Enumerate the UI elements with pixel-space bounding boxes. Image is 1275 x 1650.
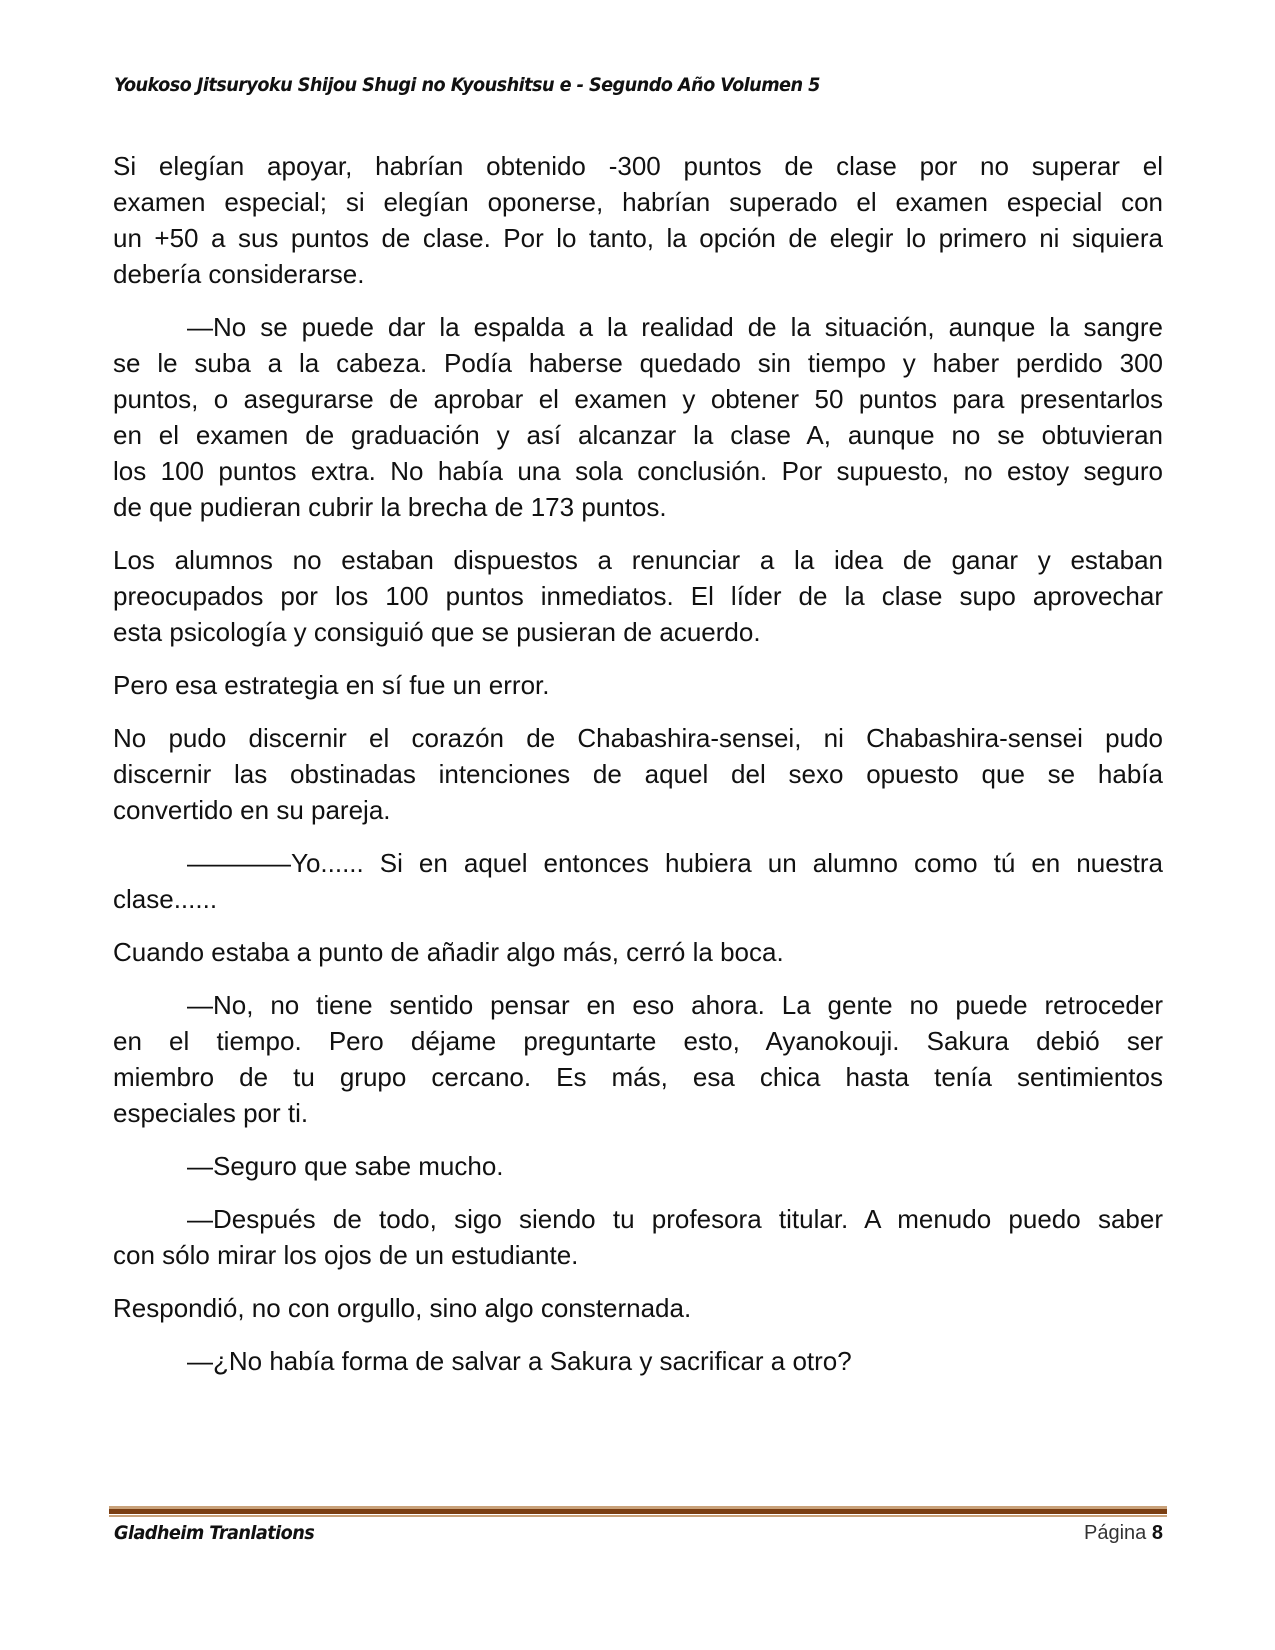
paragraph xyxy=(113,1148,1163,1184)
text-line: ————Yo...... Si en aquel entonces hubiera un alumno como tú en nuestra xyxy=(187,848,1163,878)
running-header: Youkoso Jitsuryoku Shijou Shugi no Kyoushitsu e - Segundo Año Volumen 5 xyxy=(114,74,820,96)
text-line: Cuando estaba a punto de añadir algo más, cerró la boca. xyxy=(113,937,784,967)
text-line: —¿No había forma de salvar a Sakura y sacrificar a otro? xyxy=(187,1346,852,1376)
text-line: especiales por ti. xyxy=(113,1098,309,1128)
text-line: esta psicología y consiguió que se pusieran de acuerdo. xyxy=(113,617,761,647)
paragraph xyxy=(113,934,1163,970)
text-line: se le suba a la cabeza. Podía haberse quedado sin tiempo y haber perdido 300 xyxy=(113,348,1163,378)
text-line: Los alumnos no estaban dispuestos a renunciar a la idea de ganar y estaban xyxy=(113,545,1163,575)
text-line: de que pudieran cubrir la brecha de 173 puntos. xyxy=(113,492,667,522)
text-line: Respondió, no con orgullo, sino algo consternada. xyxy=(113,1293,692,1323)
text-line: debería considerarse. xyxy=(113,259,365,289)
text-line: en el examen de graduación y así alcanzar la clase A, aunque no se obtuvieran xyxy=(113,420,1163,450)
text-line: clase...... xyxy=(113,884,218,914)
text-line: No pudo discernir el corazón de Chabashira-sensei, ni Chabashira-sensei pudo xyxy=(113,723,1163,753)
footer-credit: Gladheim Tranlations xyxy=(114,1522,315,1544)
page-label: Página xyxy=(1084,1522,1147,1544)
paragraph xyxy=(113,148,1163,292)
text-line: miembro de tu grupo cercano. Es más, esa chica hasta tenía sentimientos xyxy=(113,1062,1163,1092)
text-line: discernir las obstinadas intenciones de aquel del sexo opuesto que se había xyxy=(113,759,1163,789)
text-line: en el tiempo. Pero déjame preguntarte esto, Ayanokouji. Sakura debió ser xyxy=(113,1026,1163,1056)
text-line: Si elegían apoyar, habrían obtenido -300 puntos de clase por no superar el xyxy=(113,151,1163,181)
text-line: preocupados por los 100 puntos inmediatos. El líder de la clase supo aprovechar xyxy=(113,581,1163,611)
text-line: convertido en su pareja. xyxy=(113,795,391,825)
text-line: un +50 a sus puntos de clase. Por lo tanto, la opción de elegir lo primero ni siquiera xyxy=(113,223,1163,253)
paragraph xyxy=(113,542,1163,650)
paragraph xyxy=(113,1343,1163,1379)
text-line: con sólo mirar los ojos de un estudiante. xyxy=(113,1240,579,1270)
paragraph xyxy=(113,1290,1163,1326)
footer-rule xyxy=(109,1515,1167,1517)
page-number xyxy=(1084,1522,1163,1545)
text-line: —Después de todo, sigo siendo tu profesora titular. A menudo puedo saber xyxy=(187,1204,1163,1234)
paragraph xyxy=(113,1201,1163,1273)
text-line: examen especial; si elegían oponerse, habrían superado el examen especial con xyxy=(113,187,1163,217)
paragraph xyxy=(113,720,1163,828)
paragraph xyxy=(113,845,1163,917)
paragraph xyxy=(113,309,1163,525)
text-line: —No, no tiene sentido pensar en eso ahora. La gente no puede retroceder xyxy=(187,990,1163,1020)
text-line: —No se puede dar la espalda a la realidad de la situación, aunque la sangre xyxy=(187,312,1163,342)
page-number-value: 8 xyxy=(1151,1522,1163,1544)
paragraph xyxy=(113,987,1163,1131)
footer-rule xyxy=(109,1509,1167,1514)
text-line: Pero esa estrategia en sí fue un error. xyxy=(113,670,550,700)
text-line: puntos, o asegurarse de aprobar el examen y obtener 50 puntos para presentarlos xyxy=(113,384,1163,414)
body-text xyxy=(113,148,1163,1396)
text-line: los 100 puntos extra. No había una sola conclusión. Por supuesto, no estoy seguro xyxy=(113,456,1163,486)
paragraph xyxy=(113,667,1163,703)
text-line: —Seguro que sabe mucho. xyxy=(187,1151,504,1181)
